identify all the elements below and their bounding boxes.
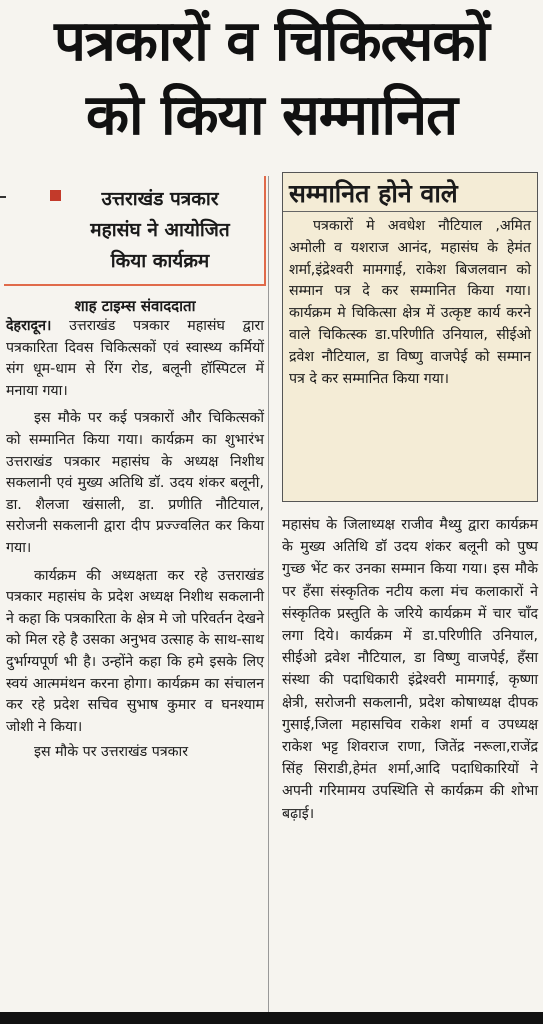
subheadline-line-3: किया कार्यक्रम: [110, 250, 210, 272]
article-paragraph-4: इस मौके पर उत्तराखंड पत्रकार: [34, 744, 189, 761]
subheadline-line-1: उत्तराखंड पत्रकार: [101, 188, 219, 210]
honorees-box: [282, 172, 538, 502]
article-paragraph-5: महासंघ के जिलाध्यक्ष राजीव मैथ्यु द्वारा कार्यक्रम के मुख्य अतिथि डॉ उदय शंकर बलूनी को पुष्प गुच्छ भेंट कर उनका सम्मान किया गया। इस मौके पर हँसा संस्कृतिक नटीय कला मंच कलाकारों ने संस्कृतिक प्रस्तुति के जरिये कार्यक्रम में चार चाँद लगा दिये। कार्यक्रम में डा.परिणीति उनियाल, सीईओ द्रवेश नौटियाल, डा विष्णु वाजपेई, हँसा संस्था की पदाधिकारी इंद्रेश्वरी मामगाई, कृष्णा क्षेत्री, सरोजनी सकलानी, प्रदेश कोषाध्यक्ष दीपक गुसाई,जिला महासचिव राकेश शर्मा व उपध्यक्ष राकेश भट्ट शिवराज राणा, जितेंद्र नरूला,राजेंद्र सिंह सिराडी,हेमंत शर्मा,आदि पदाधिकारियों ने अपनी गरिमामय उपस्थिति से कार्यक्रम की शोभा बढ़ाई।: [282, 517, 538, 822]
column-divider: [268, 176, 269, 1016]
dateline: देहरादून।: [6, 318, 52, 334]
headline-line-2: को किया सम्मानित: [85, 83, 458, 148]
headline-line-1: पत्रकारों व चिकित्सकों: [54, 9, 489, 74]
left-column: [4, 176, 266, 764]
honorees-box-title: सम्मानित होने वाले: [283, 177, 537, 212]
article-paragraph-1-text: उत्तराखंड पत्रकार महासंघ द्वारा पत्रकारिता दिवस चिकित्सकों एवं स्वास्थ्य कर्मियों संग धूम-धाम से रिंग रोड, बलूनी हॉस्पिटल में मनाया गया।: [6, 318, 264, 399]
subheadline-box: [4, 176, 266, 286]
subheadline-line-2: महासंघ ने आयोजित: [90, 219, 230, 241]
article-paragraph-3: कार्यक्रम की अध्यक्षता कर रहे उत्तराखंड पत्रकार महासंघ के प्रदेश अध्यक्ष निशीथ सकलानी ने कहा कि पत्रकारिता के क्षेत्र मे जो परिवर्तन देखने को मिल रहे है उसका अनुभव उत्साह के साथ-साथ दुर्भाग्यपूर्ण भी है। उन्होंने कहा कि हमे इसके लिए स्वयं आत्ममंथन करना होगा। कार्यक्रम का संचालन कर रहे प्रदेश सचिव सुभाष कुमार व घनश्याम जोशी ने किया।: [6, 567, 264, 735]
honorees-box-text: पत्रकारों मे अवधेश नौटियाल ,अमित अमोली व यशराज आनंद, महासंघ के हेमंत शर्मा,इंद्रेश्वरी मामगाई, राकेश बिजलवान को सम्मान पत्र दे कर सम्मानित किया गया। कार्यक्रम मे चिकित्सा क्षेत्र में उत्कृष्ट कार्य करने वाले चिकित्स्क डा.परिणीति उनियाल, सीईओ द्रवेश नौटियाल, डा विष्णु वाजपेई को सम्मान पत्र दे कर सम्मानित किया गया।: [289, 218, 531, 387]
article-paragraph-2: इस मौके पर कई पत्रकारों और चिकित्सकों को सम्मानित किया गया। कार्यक्रम का शुभारंभ उत्तराखंड पत्रकार महासंघ के अध्यक्ष निशीथ सकलानी एवं मुख्य अतिथि डॉ. उदय शंकर बलूनी, डा. शैलजा खंसाली, डा. प्रणीति नौटियाल, सरोजनी सकलानी द्वारा दीप प्रज्ज्वलित कर किया गया।: [6, 410, 264, 556]
headline: [0, 4, 543, 152]
bottom-rule: [0, 1012, 543, 1024]
article-paragraph-1: [4, 316, 266, 402]
bullet-square-icon: [50, 190, 61, 201]
byline: शाह टाइम्स संवाददाता: [74, 297, 196, 315]
right-column: [282, 172, 538, 825]
